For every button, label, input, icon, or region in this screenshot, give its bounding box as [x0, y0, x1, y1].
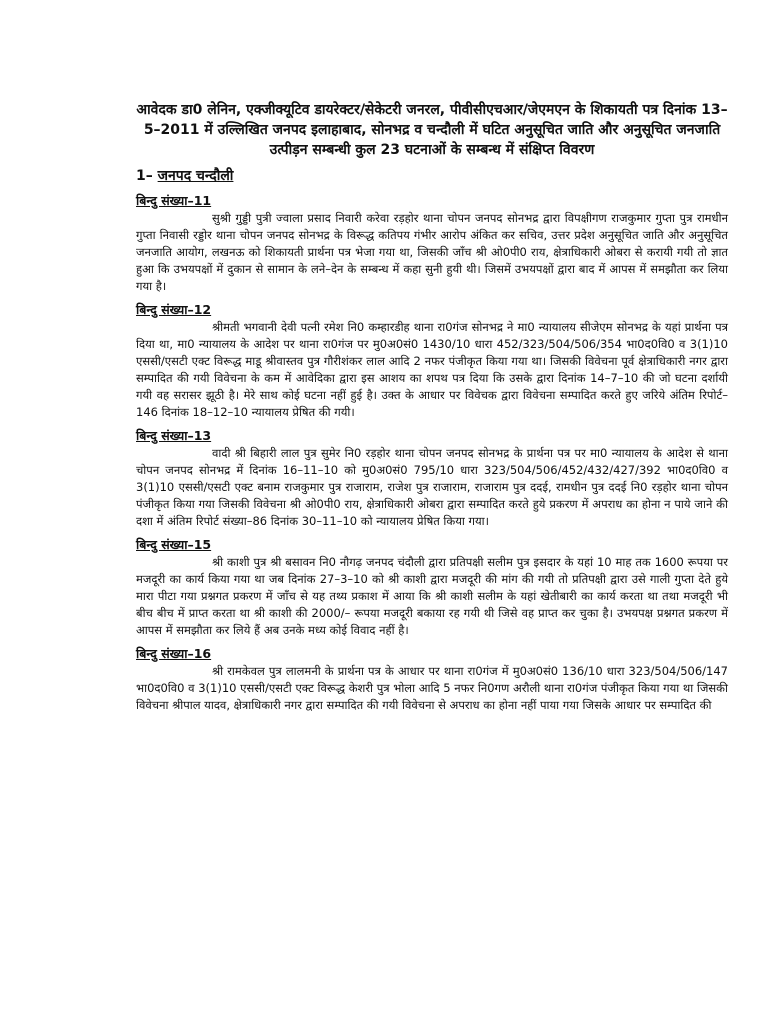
point-heading: बिन्दु संख्या–16	[136, 646, 212, 661]
district-name: जनपद चन्दौली	[157, 168, 234, 184]
point-heading: बिन्दु संख्या–12	[136, 302, 212, 317]
point-heading: बिन्दु संख्या–13	[136, 428, 212, 443]
point-section-16	[136, 645, 728, 714]
point-text: वादी श्री बिहारी लाल पुत्र सुमेर नि0 रड़होर थाना चोपन जनपद सोनभद्र के प्रार्थना पत्र पर मा0 न्यायालय के आदेश से थाना चोपन जनपद सोनभद्र में दिनांक 16–11–10 को मु0अ0सं0 795/10 धारा 323/504/506/452/432/427/392 भा0द0वि0 व 3(1)10 एससी/एसटी एक्ट बनाम राजकुमार पुत्र राजाराम, राजेश पुत्र राजाराम, राजाराम पुत्र ददई, रामधीन पुत्र ददई नि0 रड़होर थाना चोपन पंजीकृत किया गया जिसकी विवेचना श्री ओ0पी0 राय, क्षेत्राधिकारी ओबरा द्वारा सम्पादित करते हुये प्रकरण में अपराध का होना न पाये जाने की दशा में अंतिम रिपोर्ट संख्या–86 दिनांक 30–11–10 को न्यायालय प्रेषित किया गया।	[136, 446, 728, 528]
point-section-13	[136, 427, 728, 530]
district-heading	[136, 166, 728, 186]
district-number: 1–	[136, 168, 153, 184]
point-section-15	[136, 536, 728, 639]
point-heading: बिन्दु संख्या–11	[136, 193, 212, 208]
point-section-11	[136, 192, 728, 295]
point-text: श्री रामकेवल पुत्र लालमनी के प्रार्थना पत्र के आधार पर थाना रा0गंज में मु0अ0सं0 136/10 धारा 323/504/506/147 भा0द0वि0 व 3(1)10 एससी/एसटी एक्ट विरूद्ध केशरी पुत्र भोला आदि 5 नफर नि0गण अरौली थाना रा0गंज पंजीकृत किया गया था जिसकी विवेचना श्रीपाल यादव, क्षेत्राधिकारी नगर द्वारा सम्पादित की गयी विवेचना से अपराध का होना नहीं पाया गया जिसके आधार पर सम्पादित की	[136, 664, 728, 712]
point-text: सुश्री गुड्डी पुत्री ज्वाला प्रसाद निवारी करेवा रड़होर थाना चोपन जनपद सोनभद्र द्वारा विपक्षीगण राजकुमार गुप्ता पुत्र रामधीन गुप्ता निवासी रड्डोर थाना चोपन जनपद सोनभद्र के विरूद्ध कतिपय गंभीर आरोप अंकित कर सचिव, उत्तर प्रदेश अनुसूचित जाति और अनुसूचित जनजाति आयोग, लखनऊ को शिकायती प्रार्थना पत्र भेजा गया था, जिसकी जाँच श्री ओ0पी0 राय, क्षेत्राधिकारी ओबरा से करायी गयी तो ज्ञात हुआ कि उभयपक्षों में दुकान से सामान के लने–देन के सम्बन्ध में कहा सुनी हुयी थी। जिसमें उभयपक्षों द्वारा बाद में आपस में समझौता कर लिया गया है।	[136, 211, 728, 293]
document-page	[136, 100, 728, 714]
point-section-12	[136, 301, 728, 421]
point-text: श्रीमती भगवानी देवी पत्नी रमेश नि0 कम्हारडीह थाना रा0गंज सोनभद्र ने मा0 न्यायालय सीजेएम सोनभद्र के यहां प्रार्थना पत्र दिया था, मा0 न्यायालय के आदेश पर थाना रा0गंज पर मु0अ0सं0 1430/10 धारा 452/323/504/506/354 भा0द0वि0 व 3(1)10 एससी/एसटी एक्ट विरूद्ध माडू श्रीवास्तव पुत्र गौरीशंकर लाल आदि 2 नफर पंजीकृत किया गया था। जिसकी विवेचना पूर्व क्षेत्राधिकारी नगर द्वारा सम्पादित की गयी विवेचना के कम में आवेदिका द्वारा इस आशय का शपथ पत्र दिया कि उसके द्वारा दिनांक 14–7–10 की जो घटना दर्शायी गयी वह सरासर झूठी है। मेरे साथ कोई घटना नहीं हुई है। उक्त के आधार पर विवेचक द्वारा विवेचना सम्पादित करते हुए जरिये अंतिम रिपोर्ट–146 दिनांक 18–12–10 न्यायालय प्रेषित की गयी।	[136, 320, 728, 419]
point-heading: बिन्दु संख्या–15	[136, 537, 212, 552]
point-text: श्री काशी पुत्र श्री बसावन नि0 नौगढ़ जनपद चंदौली द्वारा प्रतिपक्षी सलीम पुत्र इसदार के यहां 10 माह तक 1600 रूपया पर मजदूरी का कार्य किया गया था जब दिनांक 27–3–10 को श्री काशी द्वारा मजदूरी की मांग की गयी तो प्रतिपक्षी द्वारा उसे गाली गुप्ता देते हुये मारा पीटा गया प्रश्नगत प्रकरण में जाँच से यह तथ्य प्रकाश में आया कि श्री काशी सलीम के यहां खेतीबारी का कार्य करता था तथा मजदूरी भी बीच बीच में प्राप्त करता था श्री काशी की 2000/– रूपया मजदूरी बकाया रह गयी थी जिसे वह प्राप्त कर चुका है। उभयपक्ष प्रश्नगत प्रकरण में आपस में समझौता कर लिये हैं अब उनके मध्य कोई विवाद नहीं है।	[136, 555, 728, 637]
document-title: आवेदक डा0 लेनिन, एक्जीक्यूटिव डायरेक्टर/सेकेटरी जनरल, पीवीसीएचआर/जेएमएन के शिकायती पत्र दिनांक 13–5–2011 में उल्लिखित जनपद इलाहाबाद, सोनभद्र व चन्दौली में घटित अनुसूचित जाति और अनुसूचित जनजाति उत्पीड़न सम्बन्धी कुल 23 घटनाओं के सम्बन्ध में संक्षिप्त विवरण	[136, 102, 728, 158]
